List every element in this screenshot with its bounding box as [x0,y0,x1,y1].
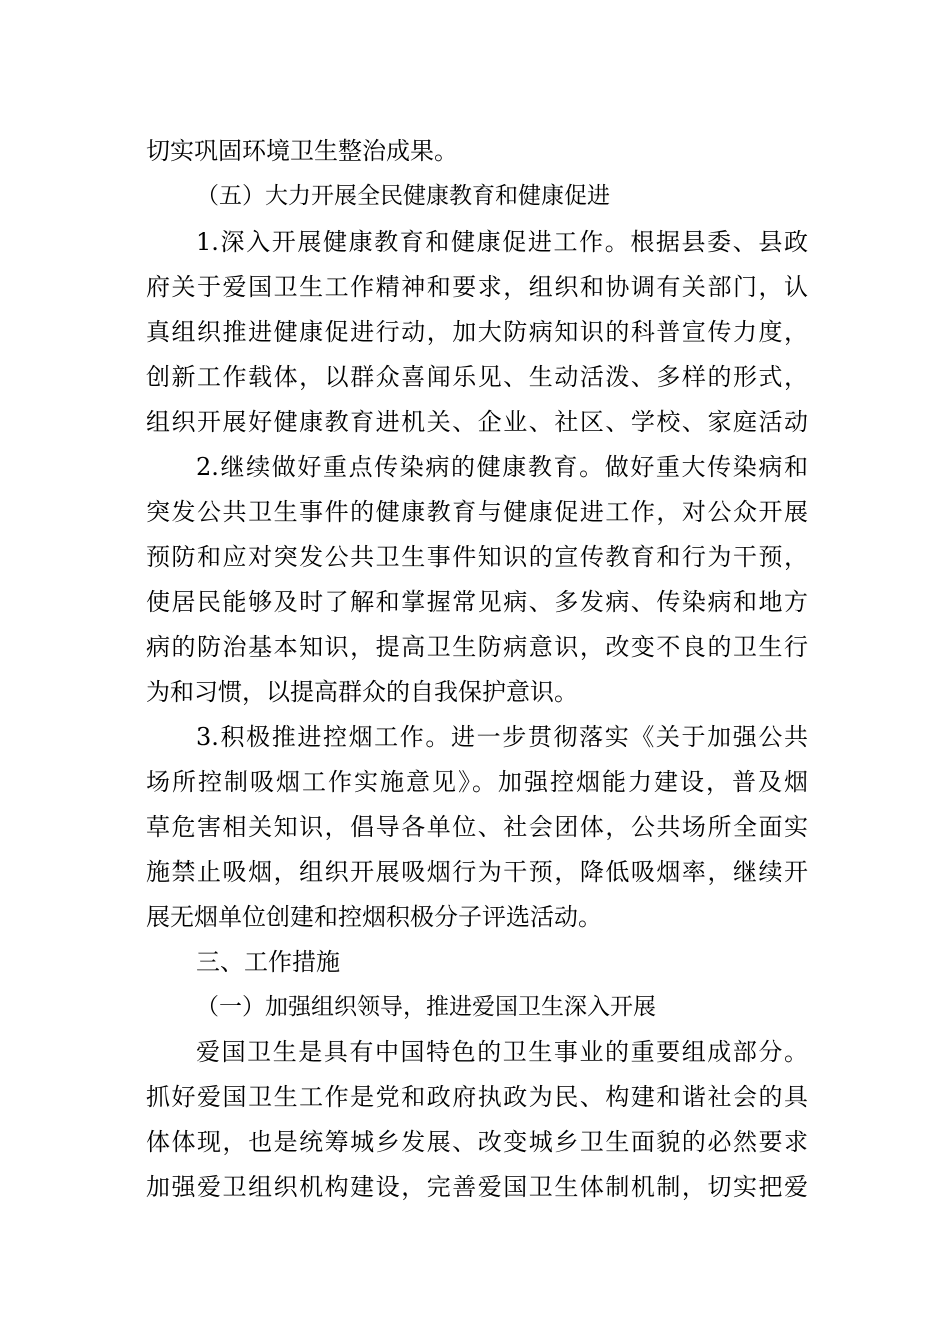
text-line: 抓好爱国卫生工作是党和政府执政为民、构建和谐社会的具 [146,1083,808,1111]
text-line: 爱国卫生是具有中国特色的卫生事业的重要组成部分。 [196,1038,808,1066]
text-line: 使居民能够及时了解和掌握常见病、多发病、传染病和地方 [146,588,808,616]
subheading-line: （五）大力开展全民健康教育和健康促进 [196,183,610,209]
text-line: 预防和应对突发公共卫生事件知识的宣传教育和行为干预， [146,543,808,571]
text-line: 创新工作载体，以群众喜闻乐见、生动活泼、多样的形式， [146,363,808,391]
text-line: 2.继续做好重点传染病的健康教育。做好重大传染病和 [196,453,808,481]
text-line: 加强爱卫组织机构建设，完善爱国卫生体制机制，切实把爱 [146,1173,808,1201]
text-line: 施禁止吸烟，组织开展吸烟行为干预，降低吸烟率，继续开 [146,858,808,886]
text-line: 草危害相关知识，倡导各单位、社会团体，公共场所全面实 [146,813,808,841]
text-line: 1.深入开展健康教育和健康促进工作。根据县委、县政 [196,228,808,256]
subheading-line: （一）加强组织领导，推进爱国卫生深入开展 [196,994,656,1020]
text-line: 组织开展好健康教育进机关、企业、社区、学校、家庭活动 [146,408,808,436]
text-line: 展无烟单位创建和控烟积极分子评选活动。 [146,903,602,931]
text-line: 府关于爱国卫生工作精神和要求，组织和协调有关部门，认 [146,273,808,301]
text-line: 为和习惯，以提高群众的自我保护意识。 [146,678,578,706]
text-line: 场所控制吸烟工作实施意见》。加强控烟能力建设，普及烟 [146,768,808,796]
text-line: 病的防治基本知识，提高卫生防病意识，改变不良的卫生行 [146,633,808,661]
text-line: 体体现，也是统筹城乡发展、改变城乡卫生面貌的必然要求 [146,1128,808,1156]
text-line: 切实巩固环境卫生整治成果。 [146,137,458,165]
text-line: 突发公共卫生事件的健康教育与健康促进工作，对公众开展 [146,498,808,526]
text-line: 真组织推进健康促进行动，加大防病知识的科普宣传力度， [146,318,808,346]
section-heading: 三、工作措施 [196,948,340,976]
text-line: 3.积极推进控烟工作。进一步贯彻落实《关于加强公共 [196,723,808,751]
